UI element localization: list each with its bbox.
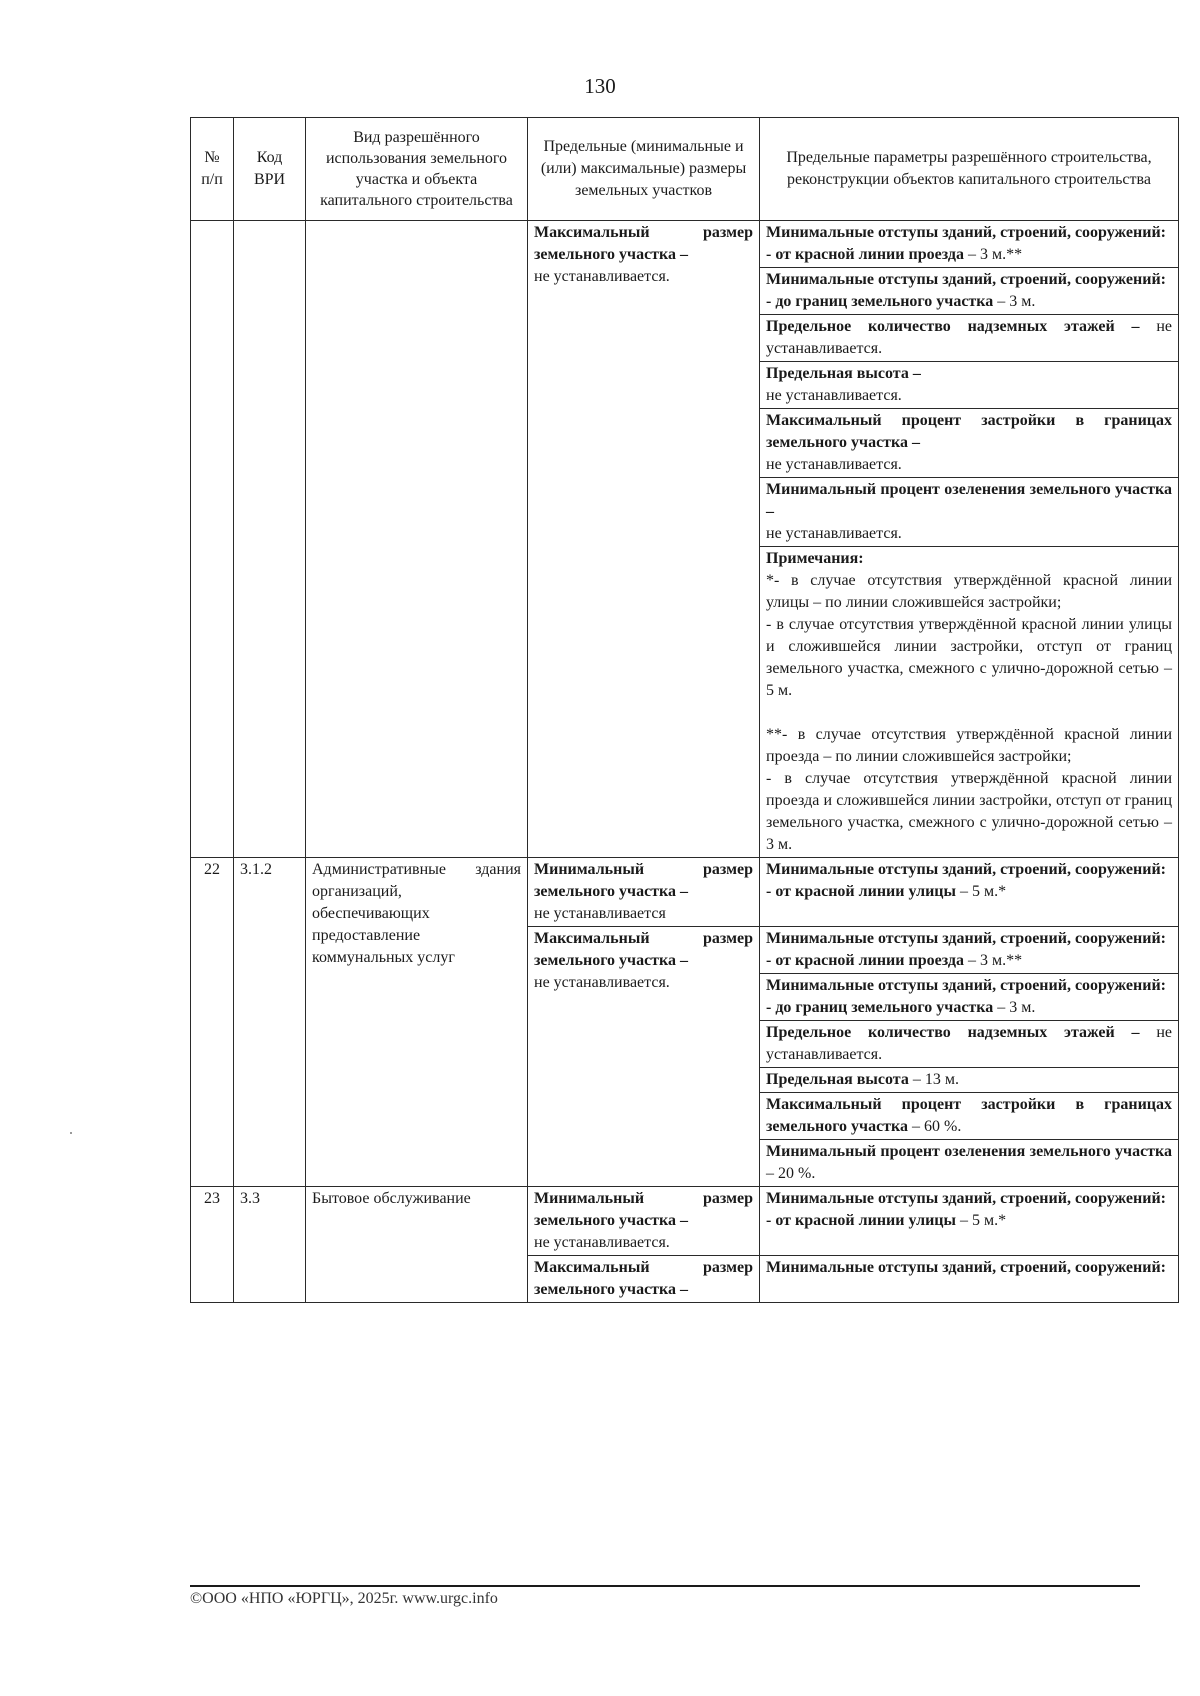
param-cell [760, 409, 1179, 478]
table-header-row [191, 118, 1179, 221]
param-label: Минимальные отступы зданий, строений, сооружений: [766, 1259, 1166, 1276]
param-value: – 20 %. [766, 1165, 816, 1182]
param-value: – 13 м. [908, 1071, 959, 1088]
param-cell [760, 268, 1179, 315]
plot-max-value: не устанавливается. [534, 974, 670, 991]
plot-min-label: Минимальный размер земельного участка – [534, 1190, 753, 1229]
param-label: Минимальные отступы зданий, строений, сооружений: [766, 224, 1166, 241]
table-row [191, 858, 1179, 927]
cell-plot-max [528, 1256, 760, 1303]
cell-plot-max [528, 927, 760, 1187]
cell-code: 3.1.2 [234, 858, 306, 1187]
param-cell [760, 1256, 1179, 1303]
cell-num: 22 [191, 858, 234, 1187]
cell-use: Бытовое обслуживание [306, 1187, 528, 1303]
param-value: не устанавливается. [766, 387, 902, 404]
param-cell [760, 221, 1179, 268]
param-label: Минимальные отступы зданий, строений, сооружений: [766, 861, 1166, 878]
param-value: не устанавливается. [766, 525, 902, 542]
param-value: – 60 %. [908, 1118, 962, 1135]
param-value: не устанавливается. [766, 318, 1172, 357]
param-value: не устанавливается. [766, 456, 902, 473]
header-plot: Предельные (минимальные и (или) максимальные) размеры земельных участков [528, 118, 760, 221]
table-row [191, 221, 1179, 268]
param-cell [760, 927, 1179, 974]
param-value: – 3 м. [993, 999, 1036, 1016]
cell-code [234, 221, 306, 858]
param-value: не устанавливается. [766, 1024, 1172, 1063]
page-number: 130 [584, 74, 616, 98]
plot-min-value: не устанавливается [534, 905, 666, 922]
param-label: Минимальный процент озеленения земельного участка – [766, 481, 1172, 520]
regulations-table [190, 117, 1179, 1303]
param-label: Предельное количество надземных этажей – [766, 318, 1140, 335]
notes-title: Примечания: [766, 550, 864, 567]
cell-num [191, 221, 234, 858]
param-cell [760, 1021, 1179, 1068]
param-cell [760, 1140, 1179, 1187]
param-label: - от красной линии проезда [766, 952, 964, 969]
cell-num: 23 [191, 1187, 234, 1303]
param-label: - до границ земельного участка [766, 999, 994, 1016]
plot-max-label: Максимальный размер земельного участка – [534, 1259, 753, 1298]
param-label: - от красной линии проезда [766, 246, 964, 263]
param-label: Максимальный процент застройки в границах земельного участка – [766, 412, 1172, 451]
param-cell [760, 362, 1179, 409]
param-cell [760, 974, 1179, 1021]
note-item: - в случае отсутствия утверждённой красной линии проезда и сложившейся линии застройки, отступ от границ земельного участка, смежного с улично-дорожной сетью – 3 м. [766, 770, 1172, 853]
param-label: Максимальный процент застройки в границах земельного участка [766, 1096, 1172, 1135]
param-value: – 3 м.** [963, 246, 1023, 263]
param-value: – 3 м. [993, 293, 1036, 310]
header-num: № п/п [191, 118, 234, 221]
cell-plot-max [528, 221, 760, 858]
param-label: Предельная высота [766, 1071, 909, 1088]
cell-use [306, 221, 528, 858]
note-item: - в случае отсутствия утверждённой красной линии улицы и сложившейся линии застройки, отступ от границ земельного участка, смежного с улично-дорожной сетью – 5 м. [766, 616, 1172, 699]
cell-code: 3.3 [234, 1187, 306, 1303]
note-item: *- в случае отсутствия утверждённой красной линии улицы – по линии сложившейся застройки; [766, 572, 1172, 611]
header-code: Код ВРИ [234, 118, 306, 221]
param-label: Минимальные отступы зданий, строений, сооружений: [766, 977, 1166, 994]
note-item: **- в случае отсутствия утверждённой красной линии проезда – по линии сложившейся застройки; [766, 726, 1172, 765]
plot-min-label: Минимальный размер земельного участка – [534, 861, 753, 900]
param-value: – 5 м.* [956, 1212, 1007, 1229]
param-value: – 3 м.** [963, 952, 1023, 969]
cell-plot-min [528, 1187, 760, 1256]
param-label: Минимальные отступы зданий, строений, сооружений: [766, 271, 1166, 288]
param-label: - до границ земельного участка [766, 293, 994, 310]
table-row [191, 1187, 1179, 1256]
param-label: Минимальные отступы зданий, строений, сооружений: [766, 930, 1166, 947]
param-cell [760, 1187, 1179, 1256]
param-label: - от красной линии улицы [766, 883, 956, 900]
header-params: Предельные параметры разрешённого строительства, реконструкции объектов капитального строительства [760, 118, 1179, 221]
param-label: Минимальные отступы зданий, строений, сооружений: [766, 1190, 1166, 1207]
plot-max-value: не устанавливается. [534, 268, 670, 285]
param-cell [760, 858, 1179, 927]
param-cell [760, 315, 1179, 362]
param-label: Минимальный процент озеленения земельного участка [766, 1143, 1172, 1160]
header-use: Вид разрешённого использования земельного участка и объекта капитального строительства [306, 118, 528, 221]
plot-min-value: не устанавливается. [534, 1234, 670, 1251]
plot-max-label: Максимальный размер земельного участка – [534, 930, 753, 969]
cell-use: Административные здания организаций, обеспечивающих предоставление коммунальных услуг [306, 858, 528, 1187]
param-cell [760, 1068, 1179, 1093]
param-cell [760, 478, 1179, 547]
cell-plot-min [528, 858, 760, 927]
param-cell [760, 1093, 1179, 1140]
plot-max-label: Максимальный размер земельного участка – [534, 224, 753, 263]
footer-copyright: ©ООО «НПО «ЮРГЦ», 2025г. www.urgc.info [190, 1590, 498, 1607]
footer-divider [190, 1585, 1140, 1587]
param-label: Предельная высота – [766, 365, 921, 382]
param-label: - от красной линии улицы [766, 1212, 956, 1229]
param-label: Предельное количество надземных этажей – [766, 1024, 1140, 1041]
notes-cell [760, 547, 1179, 858]
param-value: – 5 м.* [956, 883, 1007, 900]
